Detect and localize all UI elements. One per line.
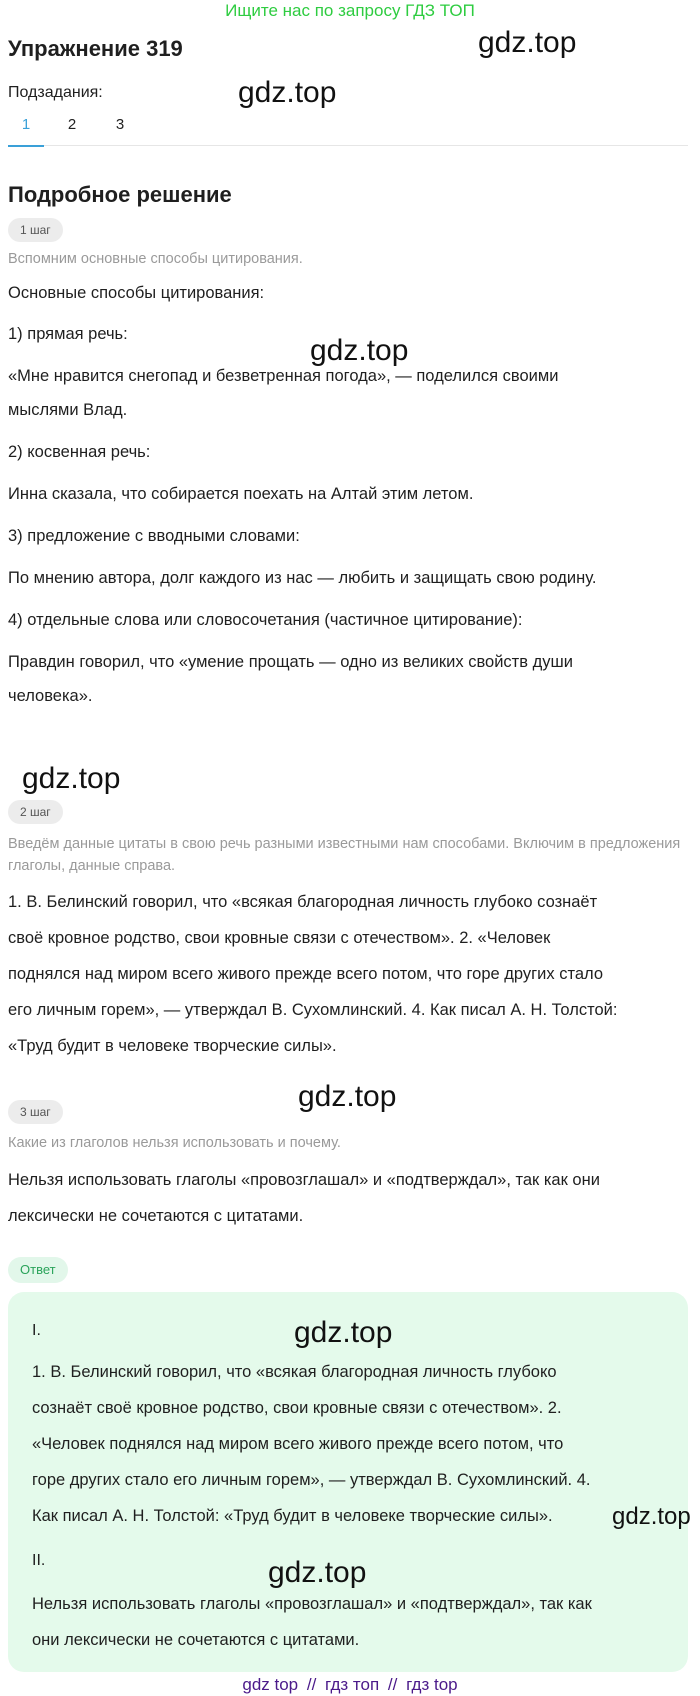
answer-part-2-label: II. <box>32 1552 46 1569</box>
watermark: gdz.top <box>268 1556 367 1589</box>
watermark: gdz.top <box>298 1080 397 1113</box>
step-1-line: мыслями Влад. <box>8 401 128 419</box>
subtasks-label: Подзадания: <box>8 84 103 101</box>
step-1-line: 1) прямая речь: <box>8 325 128 343</box>
step-1-line: Инна сказала, что собирается поехать на Алтай этим летом. <box>8 485 474 503</box>
answer-line: 1. В. Белинский говорил, что «всякая благородная личность глубоко <box>32 1363 557 1381</box>
answer-part-1-label: I. <box>32 1322 41 1339</box>
step-3-badge: 3 шаг <box>8 1100 63 1124</box>
footer-separator: // <box>306 1675 317 1694</box>
answer-line: Как писал А. Н. Толстой: «Труд будит в человеке творческие силы». <box>32 1507 553 1525</box>
step-1-badge: 1 шаг <box>8 218 63 242</box>
answer-line: Нельзя использовать глаголы «провозглашал» и «подтверждал», так как <box>32 1595 592 1613</box>
step-2-badge: 2 шаг <box>8 800 63 824</box>
search-banner[interactable]: Ищите нас по запросу ГДЗ ТОП <box>225 1 475 20</box>
answer-line: они лексически не сочетаются с цитатами. <box>32 1631 360 1649</box>
watermark: gdz.top <box>310 334 409 367</box>
step-2-line: «Труд будит в человеке творческие силы». <box>8 1037 337 1055</box>
exercise-title: Упражнение 319 <box>8 36 183 61</box>
answer-line: горе других стало его личным горем», — утверждал В. Сухомлинский. 4. <box>32 1471 591 1489</box>
step-1-line: По мнению автора, долг каждого из нас — любить и защищать свою родину. <box>8 569 597 587</box>
watermark: gdz.top <box>612 1503 691 1530</box>
answer-line: сознаёт своё кровное родство, свои кровные связи с отечеством». 2. <box>32 1399 562 1417</box>
step-2-hint: Введём данные цитаты в свою речь разными известными нам способами. Включим в предложения глаголы, данные справа. <box>8 836 681 874</box>
watermark: gdz.top <box>22 762 121 795</box>
step-2-line: поднялся над миром всего живого прежде всего потом, что горе других стало <box>8 965 603 983</box>
tab-subtask-1[interactable]: 1 <box>8 116 44 146</box>
tab-subtask-3[interactable]: 3 <box>115 116 125 133</box>
step-3-line: Нельзя использовать глаголы «провозглашал» и «подтверждал», так как они <box>8 1171 600 1189</box>
answer-line: «Человек поднялся над миром всего живого прежде всего потом, что <box>32 1435 564 1453</box>
step-1-hint: Вспомним основные способы цитирования. <box>8 251 303 267</box>
footer-links <box>0 1674 700 1696</box>
step-1-line: Правдин говорил, что «умение прощать — одно из великих свойств души <box>8 653 573 671</box>
step-2-line: его личным горем», — утверждал В. Сухомлинский. 4. Как писал А. Н. Толстой: <box>8 1001 618 1019</box>
step-1-line: Основные способы цитирования: <box>8 284 265 302</box>
footer-link-gdz-top[interactable]: gdz top <box>242 1675 299 1694</box>
answer-badge: Ответ <box>8 1257 68 1283</box>
step-1-line: 4) отдельные слова или словосочетания (частичное цитирование): <box>8 611 523 629</box>
step-1-line: 2) косвенная речь: <box>8 443 151 461</box>
step-1-line: 3) предложение с вводными словами: <box>8 527 300 545</box>
watermark: gdz.top <box>478 26 577 59</box>
solution-title: Подробное решение <box>8 182 232 207</box>
step-3-line: лексически не сочетаются с цитатами. <box>8 1207 304 1225</box>
step-3-hint: Какие из глаголов нельзя использовать и почему. <box>8 1135 341 1151</box>
step-2-line: 1. В. Белинский говорил, что «всякая благородная личность глубоко сознаёт <box>8 893 598 911</box>
step-2-line: своё кровное родство, свои кровные связи с отечеством». 2. «Человек <box>8 929 551 947</box>
footer-separator: // <box>387 1675 398 1694</box>
tab-subtask-2[interactable]: 2 <box>67 116 77 133</box>
watermark: gdz.top <box>294 1316 393 1349</box>
subtask-tabs <box>8 114 688 146</box>
footer-link-gdz-top-mixed[interactable]: гдз top <box>406 1675 458 1694</box>
watermark: gdz.top <box>238 76 337 109</box>
step-1-line: человека». <box>8 687 93 705</box>
footer-link-gdz-top-ru[interactable]: гдз топ <box>325 1675 380 1694</box>
step-1-line: «Мне нравится снегопад и безветренная погода», — поделился своими <box>8 367 559 385</box>
